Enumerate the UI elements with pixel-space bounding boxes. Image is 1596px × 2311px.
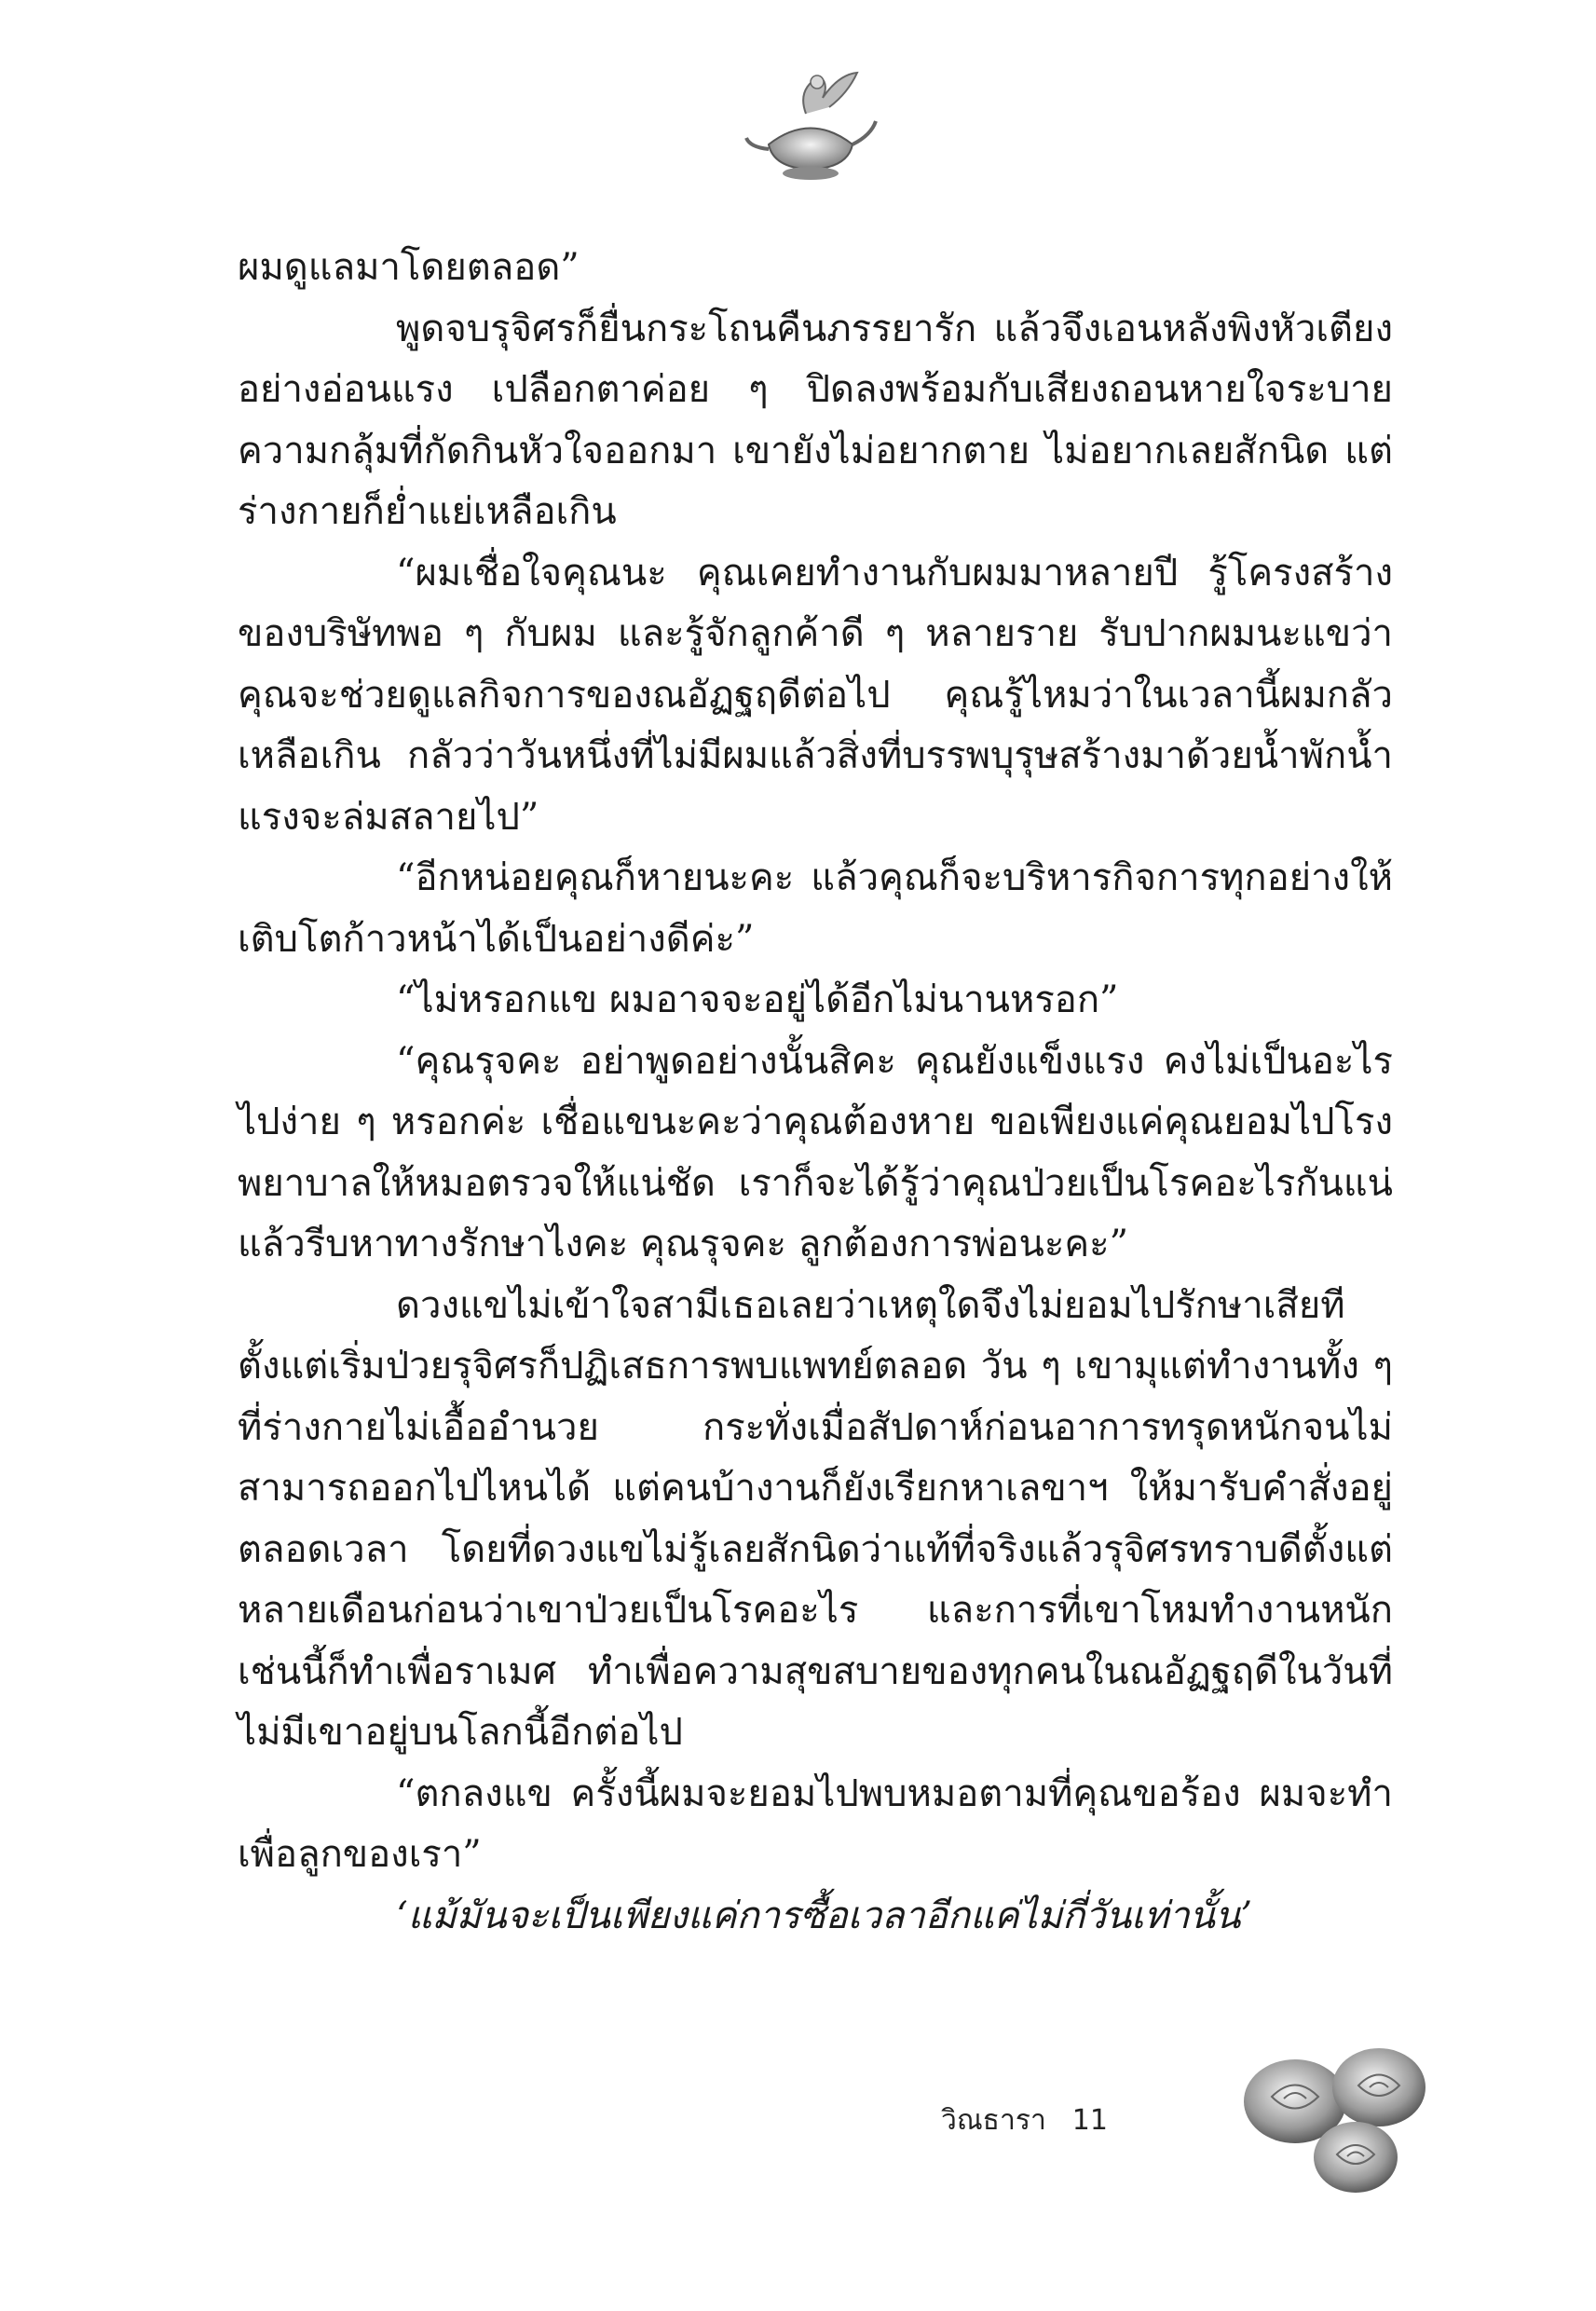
book-title: วิณธารา (941, 2103, 1046, 2137)
paragraph-1: ผมดูแลมาโดยตลอด” (238, 246, 580, 289)
body-text (238, 238, 1393, 1947)
paragraph-3: “ผมเชื่อใจคุณนะ คุณเคยทำงานกับผมมาหลายปี รู้โครงสร้างของบริษัทพอ ๆ กับผม และรู้จักลูกค้าดี ๆ หลายราย รับปากผมนะแขว่าคุณจะช่วยดูแลกิจการของณอัฏฐฤดีต่อไป คุณรู้ไหมว่าในเวลานี้ผมกลัวเหลือเกิน กลัวว่าวันหนึ่งที่ไม่มีผมแล้วสิ่งที่บรรพบุรุษสร้างมาด้วยน้ำพักน้ำแรงจะล่มสลายไป” (238, 551, 1393, 839)
paragraph-8: “ตกลงแข ครั้งนี้ผมจะยอมไปพบหมอตามที่คุณขอร้อง ผมจะทำเพื่อลูกของเรา” (238, 1771, 1393, 1876)
rose-ornament-icon (1239, 2031, 1453, 2199)
page-footer (941, 2087, 1108, 2153)
paragraph-9: ‘แม้มันจะเป็นเพียงแค่การซื้อเวลาอีกแค่ไม่กี่วันเท่านั้น’ (396, 1894, 1253, 1937)
page-number: 11 (1071, 2103, 1108, 2137)
paragraph-7: ดวงแขไม่เข้าใจสามีเธอเลยว่าเหตุใดจึงไม่ยอมไปรักษาเสียทีตั้งแต่เริ่มป่วยรุจิศรก็ปฏิเสธการพบแพทย์ตลอด วัน ๆ เขามุแต่ทำงานทั้ง ๆ ที่ร่างกายไม่เอื้ออำนวย กระทั่งเมื่อสัปดาห์ก่อนอาการทรุดหนักจนไม่สามารถออกไปไหนได้ แต่คนบ้างานก็ยังเรียกหาเลขาฯ ให้มารับคำสั่งอยู่ตลอดเวลา โดยที่ดวงแขไม่รู้เลยสักนิดว่าแท้ที่จริงแล้วรุจิศรทราบดีตั้งแต่หลายเดือนก่อนว่าเขาป่วยเป็นโรคอะไร และการที่เขาโหมทำงานหนักเช่นนี้ก็ทำเพื่อราเมศ ทำเพื่อความสุขสบายของทุกคนในณอัฏฐฤดีในวันที่ไม่มีเขาอยู่บนโลกนี้อีกต่อไป (238, 1283, 1393, 1754)
paragraph-6: “คุณรุจคะ อย่าพูดอย่างนั้นสิคะ คุณยังแข็งแรง คงไม่เป็นอะไรไปง่าย ๆ หรอกค่ะ เชื่อแขนะคะว่าคุณต้องหาย ขอเพียงแค่คุณยอมไปโรงพยาบาลให้หมอตรวจให้แน่ชัด เราก็จะได้รู้ว่าคุณป่วยเป็นโรคอะไรกันแน่ แล้วรีบหาทางรักษาไงคะ คุณรุจคะ ลูกต้องการพ่อนะคะ” (238, 1039, 1393, 1265)
paragraph-2: พูดจบรุจิศรก็ยื่นกระโถนคืนภรรยารัก แล้วจึงเอนหลังพิงหัวเตียงอย่างอ่อนแรง เปลือกตาค่อย ๆ ปิดลงพร้อมกับเสียงถอนหายใจระบายความกลุ้มที่กัดกินหัวใจออกมา เขายังไม่อยากตาย ไม่อยากเลยสักนิด แต่ร่างกายก็ย่ำแย่เหลือเกิน (238, 307, 1393, 533)
paragraph-5: “ไม่หรอกแข ผมอาจจะอยู่ได้อีกไม่นานหรอก” (396, 978, 1119, 1021)
paragraph-4: “อีกหน่อยคุณก็หายนะคะ แล้วคุณก็จะบริหารกิจการทุกอย่างให้เติบโตก้าวหน้าได้เป็นอย่างดีค่ะ” (238, 856, 1393, 961)
lamp-ornament-icon (741, 56, 880, 196)
